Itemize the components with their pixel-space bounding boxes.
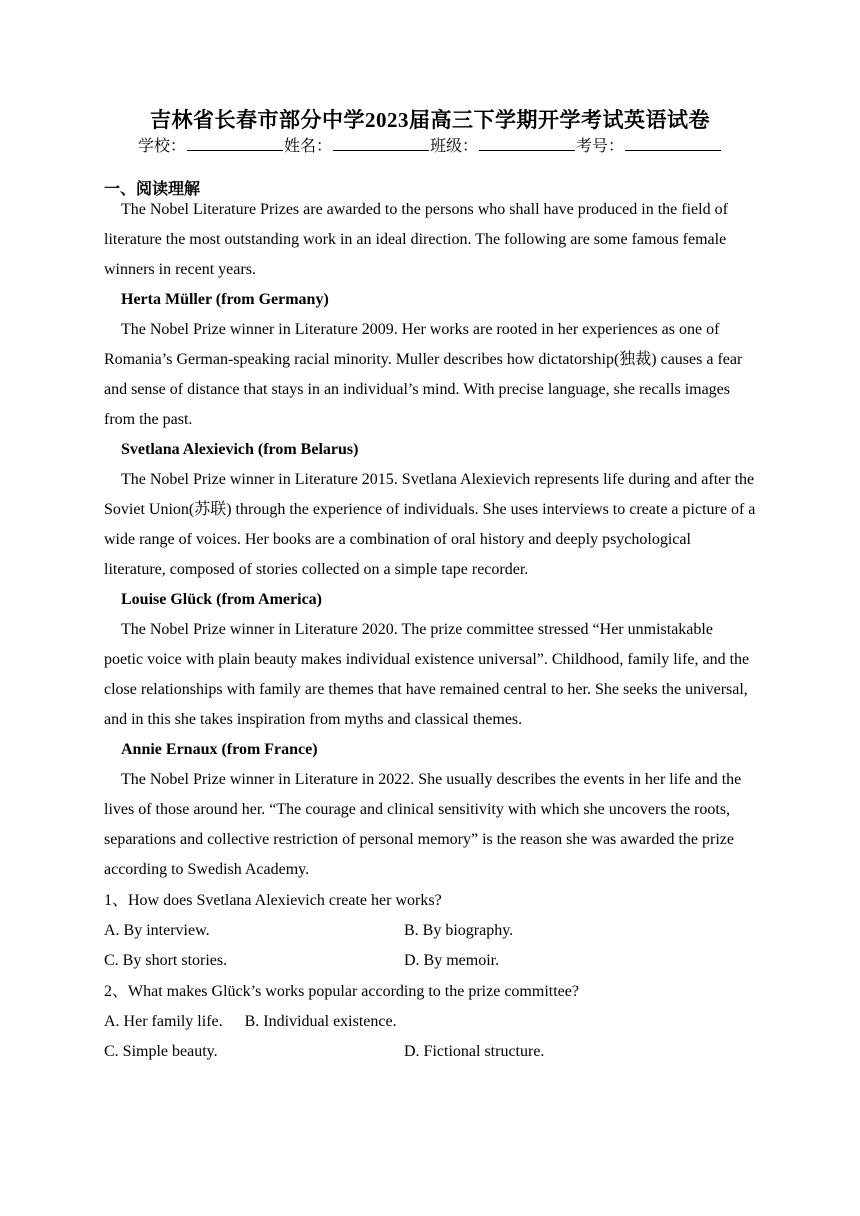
exam-no-blank	[625, 136, 721, 151]
exam-no-label: 考号：	[576, 138, 625, 155]
school-label: 学校：	[137, 138, 186, 155]
winner-heading: Louise Glück (from America)	[121, 591, 323, 608]
winner-heading: Herta Müller (from Germany)	[121, 291, 329, 308]
passage-content	[104, 195, 756, 1067]
winner-heading: Svetlana Alexievich (from Belarus)	[121, 441, 359, 458]
option-b: B. Individual existence.	[244, 1013, 397, 1030]
winner-text: The Nobel Prize winner in Literature 2015. Svetlana Alexievich represents life during and after the Soviet Union(苏联) through the experience of individuals. She uses interviews to create a picture of a wide range of voices. Her books are a combination of oral history and deeply psychological literature, composed of stories collected on a simple tape recorder.	[104, 471, 756, 578]
option-a: A. Her family life.	[104, 1013, 223, 1030]
winner-text: The Nobel Prize winner in Literature in 2022. She usually describes the events in her life and the lives of those around her. “The courage and clinical sensitivity with which she uncovers the roots, separations and collective restriction of personal memory” is the reason she was awarded the prize according to Swedish Academy.	[104, 771, 742, 878]
exam-title: 吉林省长春市部分中学2023届高三下学期开学考试英语试卷	[150, 108, 710, 132]
winner-text: The Nobel Prize winner in Literature 2020. The prize committee stressed “Her unmistakable poetic voice with plain beauty makes individual existence universal”. Childhood, family life, and the close relationships with family are themes that have remained central to her. She seeks the universal, and in this she takes inspiration from myths and classical themes.	[104, 621, 750, 728]
class-label: 班级：	[430, 138, 479, 155]
option-d: D. By memoir.	[404, 952, 500, 969]
option-c: C. Simple beauty.	[104, 1043, 218, 1060]
section-title: 一、阅读理解	[104, 181, 201, 198]
option-d: D. Fictional structure.	[404, 1043, 545, 1060]
option-row	[104, 946, 756, 976]
winner-text: The Nobel Prize winner in Literature 2009. Her works are rooted in her experiences as one of Romania’s German-speaking racial minority. Muller describes how dictatorship(独裁) causes a fear and sense of distance that stays in an individual’s mind. With precise language, she recalls images from the past.	[104, 321, 743, 428]
option-c: C. By short stories.	[104, 952, 228, 969]
class-blank	[479, 136, 575, 151]
passage-intro: The Nobel Literature Prizes are awarded to the persons who shall have produced in the field of literature the most outstanding work in an ideal direction. The following are some famous female winners in recent years.	[104, 201, 728, 278]
student-info-line	[0, 133, 860, 156]
option-b: B. By biography.	[404, 922, 514, 939]
question-stem: 1、How does Svetlana Alexievich create her works?	[104, 892, 442, 909]
name-label: 姓名：	[283, 138, 332, 155]
option-a: A. By interview.	[104, 922, 210, 939]
school-blank	[187, 136, 283, 151]
name-blank	[333, 136, 429, 151]
option-row	[104, 1007, 756, 1037]
option-row	[104, 916, 756, 946]
winner-heading: Annie Ernaux (from France)	[121, 741, 318, 758]
option-row	[104, 1037, 756, 1067]
question-stem: 2、What makes Glück’s works popular according to the prize committee?	[104, 983, 579, 1000]
